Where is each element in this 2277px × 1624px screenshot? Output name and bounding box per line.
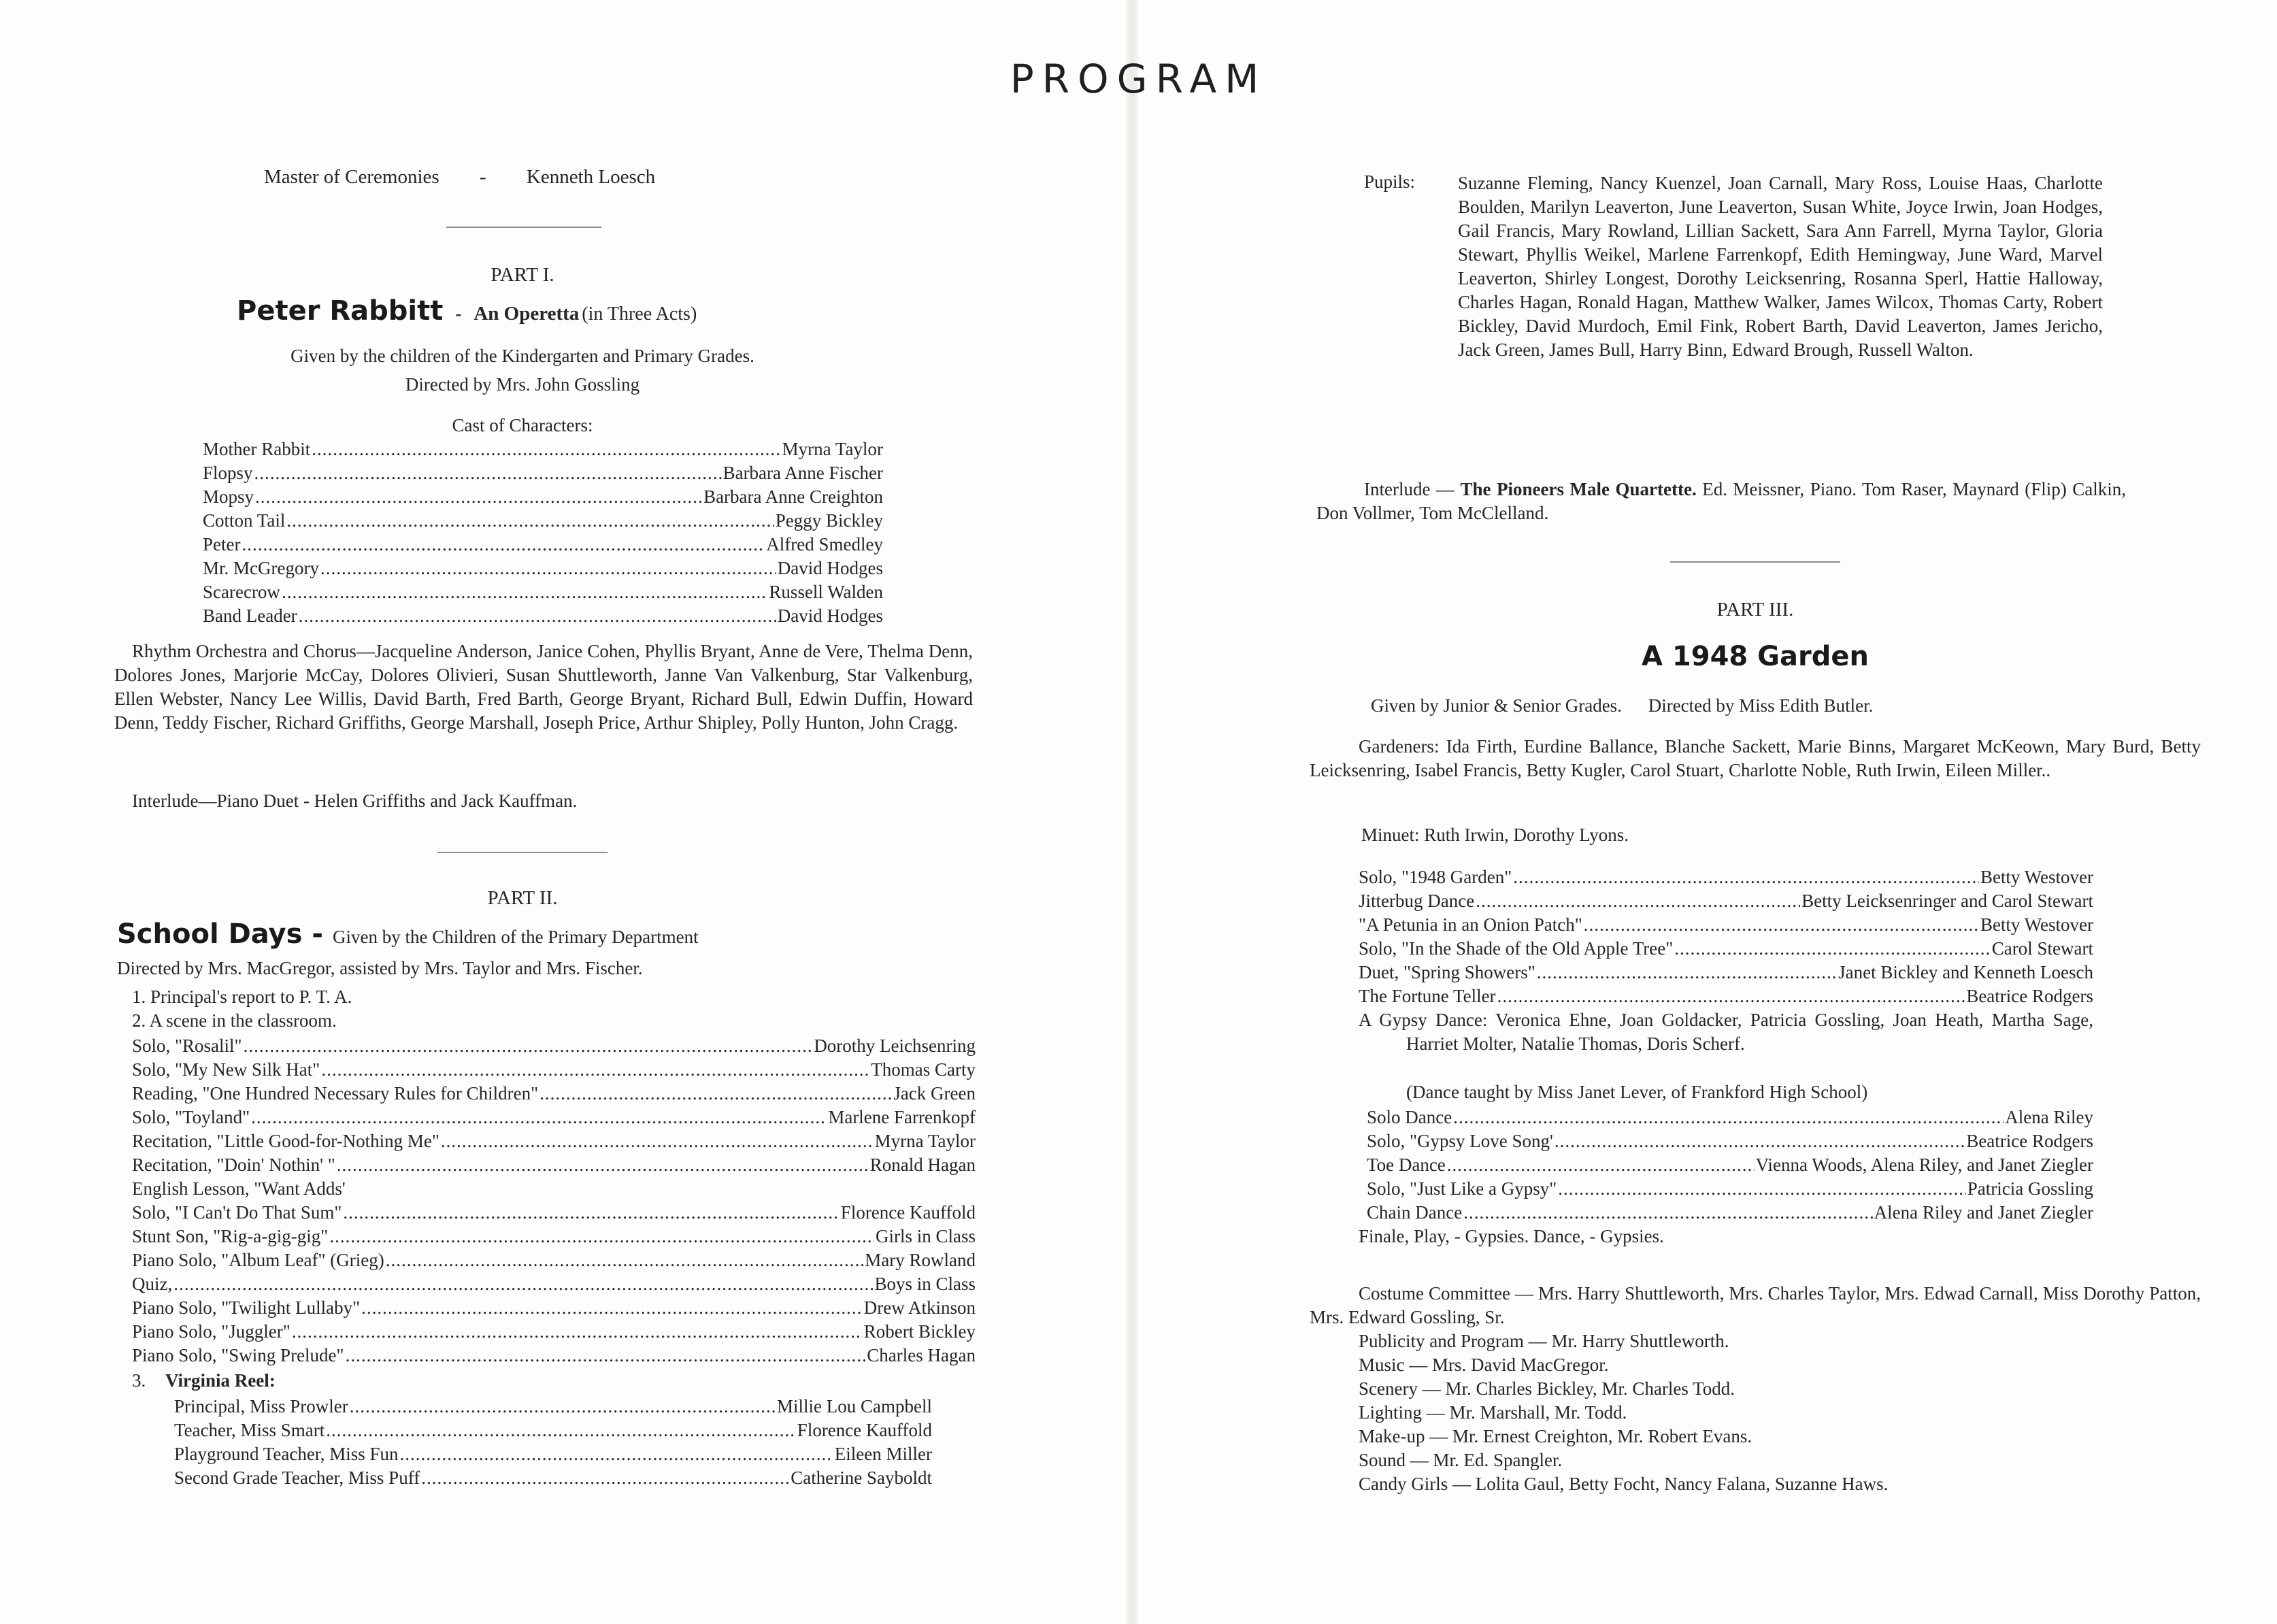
- credit-line: Scenery — Mr. Charles Bickley, Mr. Charles Todd.: [1359, 1378, 1735, 1399]
- part2-item3: 3. Virginia Reel:: [132, 1370, 276, 1391]
- program-row: Stunt Son, "Rig-a-gig-gig" ..... Girls in Class: [132, 1225, 976, 1248]
- part3-heading: PART III.: [1716, 599, 1794, 620]
- program-row: "A Petunia in an Onion Patch" ..... Betty Westover: [1359, 913, 2093, 937]
- cast-row: Mopsy ..... Barbara Anne Creighton: [203, 485, 883, 509]
- program-row: Piano Solo, "Juggler" ..... Robert Bickley: [132, 1320, 976, 1344]
- cast-row: Peter ..... Alfred Smedley: [203, 533, 883, 557]
- part1-given: Given by the children of the Kindergarten and Primary Grades.: [290, 346, 754, 366]
- cast-list: [203, 437, 883, 628]
- program-row: The Fortune Teller ..... Beatrice Rodgers: [1359, 984, 2093, 1008]
- program-row: Piano Solo, "Swing Prelude" ..... Charles Hagan: [132, 1344, 976, 1368]
- credit-line: Publicity and Program — Mr. Harry Shuttleworth.: [1359, 1331, 1729, 1351]
- reel-row: Second Grade Teacher, Miss Puff ..... Catherine Sayboldt: [174, 1466, 932, 1490]
- program-row: Solo, "Gypsy Love Song' ..... Beatrice Rodgers: [1367, 1129, 2093, 1153]
- divider: [437, 852, 608, 853]
- credit-line: Candy Girls — Lolita Gaul, Betty Focht, Nancy Falana, Suzanne Haws.: [1359, 1474, 1889, 1494]
- cast-row: Flopsy ..... Barbara Anne Fischer: [203, 461, 883, 485]
- credit-line: Sound — Mr. Ed. Spangler.: [1359, 1450, 1563, 1470]
- part3-show-title: A 1948 Garden: [1642, 641, 1869, 672]
- credits-list: [1359, 1329, 2202, 1496]
- part3-given: Given by Junior & Senior Grades. Directed by Miss Edith Butler.: [1371, 695, 1874, 716]
- program-row: Solo, "I Can't Do That Sum" ..... Florence Kauffold: [132, 1201, 976, 1225]
- program-row: Solo, "In the Shade of the Old Apple Tree" ..... Carol Stewart: [1359, 937, 2093, 961]
- part2-show-title: School Days - Given by the Children of the Primary Department: [117, 918, 699, 950]
- program-row: Recitation, "Little Good-for-Nothing Me" ..... Myrna Taylor: [132, 1129, 976, 1153]
- part2-heading: PART II.: [487, 887, 558, 909]
- part1-heading: PART I.: [491, 264, 554, 286]
- program-row: Solo Dance ..... Alena Riley: [1367, 1106, 2093, 1129]
- program-row: Solo, "1948 Garden" ..... Betty Westover: [1359, 865, 2093, 889]
- minuet: Minuet: Ruth Irwin, Dorothy Lyons.: [1361, 825, 1629, 845]
- part2-interlude: Interlude — The Pioneers Male Quartette. Ed. Meissner, Piano. Tom Raser, Maynard (Flip) Calkin, Don Vollmer, Tom McClelland.: [1316, 479, 2127, 523]
- program-row: Jitterbug Dance ..... Betty Leicksenringer and Carol Stewart: [1359, 889, 2093, 913]
- part3-list-2: [1367, 1106, 2093, 1225]
- program-row: Recitation, "Doin' Nothin' " ..... Ronald Hagan: [132, 1153, 976, 1177]
- reel-row: Playground Teacher, Miss Fun ..... Eileen Miller: [174, 1442, 932, 1466]
- rhythm-orchestra: Rhythm Orchestra and Chorus—Jacqueline Anderson, Janice Cohen, Phyllis Bryant, Anne de Vere, Thelma Denn, Dolores Jones, Marjorie McCay, Dolores Olivieri, Susan Shuttleworth, Janne Van Valkenburg, Star Valkenburg, Ellen Webster, Nancy Lee Willis, David Barth, Fred Barth, George Bryant, Richard Bull, Edwin Duffin, Howard Denn, Teddy Fischer, Richard Griffiths, George Marshall, Joseph Price, Arthur Shipley, Polly Hunton, John Cragg.: [114, 641, 973, 733]
- credit-line: Make-up — Mr. Ernest Creighton, Mr. Robert Evans.: [1359, 1426, 1752, 1446]
- program-row: Duet, "Spring Showers" ..... Janet Bickley and Kenneth Loesch: [1359, 961, 2093, 984]
- part3-list: [1359, 865, 2093, 1008]
- reel-row: Principal, Miss Prowler ..... Millie Lou Campbell: [174, 1395, 932, 1419]
- program-row: Piano Solo, "Twilight Lullaby" ..... Drew Atkinson: [132, 1296, 976, 1320]
- part1-interlude: Interlude—Piano Duet - Helen Griffiths and Jack Kauffman.: [132, 791, 578, 811]
- program-row: Toe Dance ..... Vienna Woods, Alena Riley, and Janet Ziegler: [1367, 1153, 2093, 1177]
- gypsy-dance: A Gypsy Dance: Veronica Ehne, Joan Goldacker, Patricia Gossling, Joan Heath, Martha Sage, Harriet Molter, Natalie Thomas, Doris Scherf.: [1359, 1010, 2093, 1054]
- program-row: Solo, "Just Like a Gypsy" ..... Patricia Gossling: [1367, 1177, 2093, 1201]
- program-row: Reading, "One Hundred Necessary Rules for Children" ..... Jack Green: [132, 1082, 976, 1106]
- costume-committee: Costume Committee — Mrs. Harry Shuttleworth, Mrs. Charles Taylor, Mrs. Edwad Carnall, Miss Dorothy Patton, Mrs. Edward Gossling, Sr.: [1310, 1283, 2201, 1327]
- cast-row: Mother Rabbit ..... Myrna Taylor: [203, 437, 883, 461]
- part2-item1: 1. Principal's report to P. T. A.: [132, 987, 352, 1007]
- part2-item2: 2. A scene in the classroom.: [132, 1010, 337, 1031]
- program-row: Quiz, ..... Boys in Class: [132, 1272, 976, 1296]
- cast-row: Scarecrow ..... Russell Walden: [203, 580, 883, 604]
- part1-show-title: Peter Rabbitt - An Operetta (in Three Acts): [237, 295, 697, 327]
- master-of-ceremonies: Master of Ceremonies - Kenneth Loesch: [264, 166, 656, 188]
- cast-row: Mr. McGregory ..... David Hodges: [203, 557, 883, 580]
- program-row: English Lesson, "Want Adds': [132, 1178, 346, 1199]
- program-row: Solo, "My New Silk Hat" ..... Thomas Carty: [132, 1058, 976, 1082]
- program-row: Piano Solo, "Album Leaf" (Grieg) ..... Mary Rowland: [132, 1248, 976, 1272]
- part2-directed: Directed by Mrs. MacGregor, assisted by Mrs. Taylor and Mrs. Fischer.: [117, 958, 643, 978]
- program-row: Solo, "Toyland" ..... Marlene Farrenkopf: [132, 1106, 976, 1129]
- cast-heading: Cast of Characters:: [452, 415, 593, 435]
- reel-row: Teacher, Miss Smart ..... Florence Kauffold: [174, 1419, 932, 1442]
- virginia-reel-list: [174, 1395, 932, 1490]
- program-row: Chain Dance ..... Alena Riley and Janet Ziegler: [1367, 1201, 2093, 1225]
- divider: [446, 227, 601, 228]
- program-row: Solo, "Rosalil" ..... Dorothy Leichsenring: [132, 1034, 976, 1058]
- gypsy-note: (Dance taught by Miss Janet Lever, of Frankford High School): [1406, 1082, 1868, 1102]
- credit-line: Lighting — Mr. Marshall, Mr. Todd.: [1359, 1402, 1627, 1423]
- finale: Finale, Play, - Gypsies. Dance, - Gypsies.: [1359, 1226, 1664, 1246]
- divider: [1670, 561, 1840, 563]
- page-fold: [1126, 0, 1138, 1624]
- pupils-label: Pupils:: [1364, 171, 1416, 192]
- cast-row: Cotton Tail ..... Peggy Bickley: [203, 509, 883, 533]
- gardeners: Gardeners: Ida Firth, Eurdine Ballance, Blanche Sackett, Marie Binns, Margaret McKeown, Mary Burd, Betty Leicksenring, Isabel Francis, Betty Kugler, Carol Stuart, Charlotte Noble, Ruth Irwin, Eileen Miller..: [1310, 736, 2201, 780]
- part2-list: [132, 1034, 976, 1368]
- pupils-list: Suzanne Fleming, Nancy Kuenzel, Joan Carnall, Mary Ross, Louise Haas, Charlotte Boulden, Marilyn Leaverton, June Leaverton, Susan White, Joyce Irwin, Joan Hodges, Gail Francis, Mary Rowland, Lillian Sackett, Sara Ann Farrell, Myrna Taylor, Gloria Stewart, Phyllis Weikel, Marlene Farrenkopf, Edith Hemingway, June Ward, Marvel Leaverton, Shirley Longest, Dorothy Leicksenring, Rosanna Sperl, Hattie Halloway, Charles Hagan, Ronald Hagan, Matthew Walker, James Wilcox, Thomas Carty, Robert Bickley, David Murdoch, Emil Fink, Robert Barth, David Leaverton, James Jericho, Jack Green, James Bull, Harry Binn, Edward Brough, Russell Walton.: [1458, 173, 2103, 360]
- cast-row: Band Leader ..... David Hodges: [203, 604, 883, 628]
- part1-directed: Directed by Mrs. John Gossling: [405, 374, 640, 395]
- credit-line: Music — Mrs. David MacGregor.: [1359, 1355, 1609, 1375]
- page-title: PROGRAM: [1010, 56, 1267, 102]
